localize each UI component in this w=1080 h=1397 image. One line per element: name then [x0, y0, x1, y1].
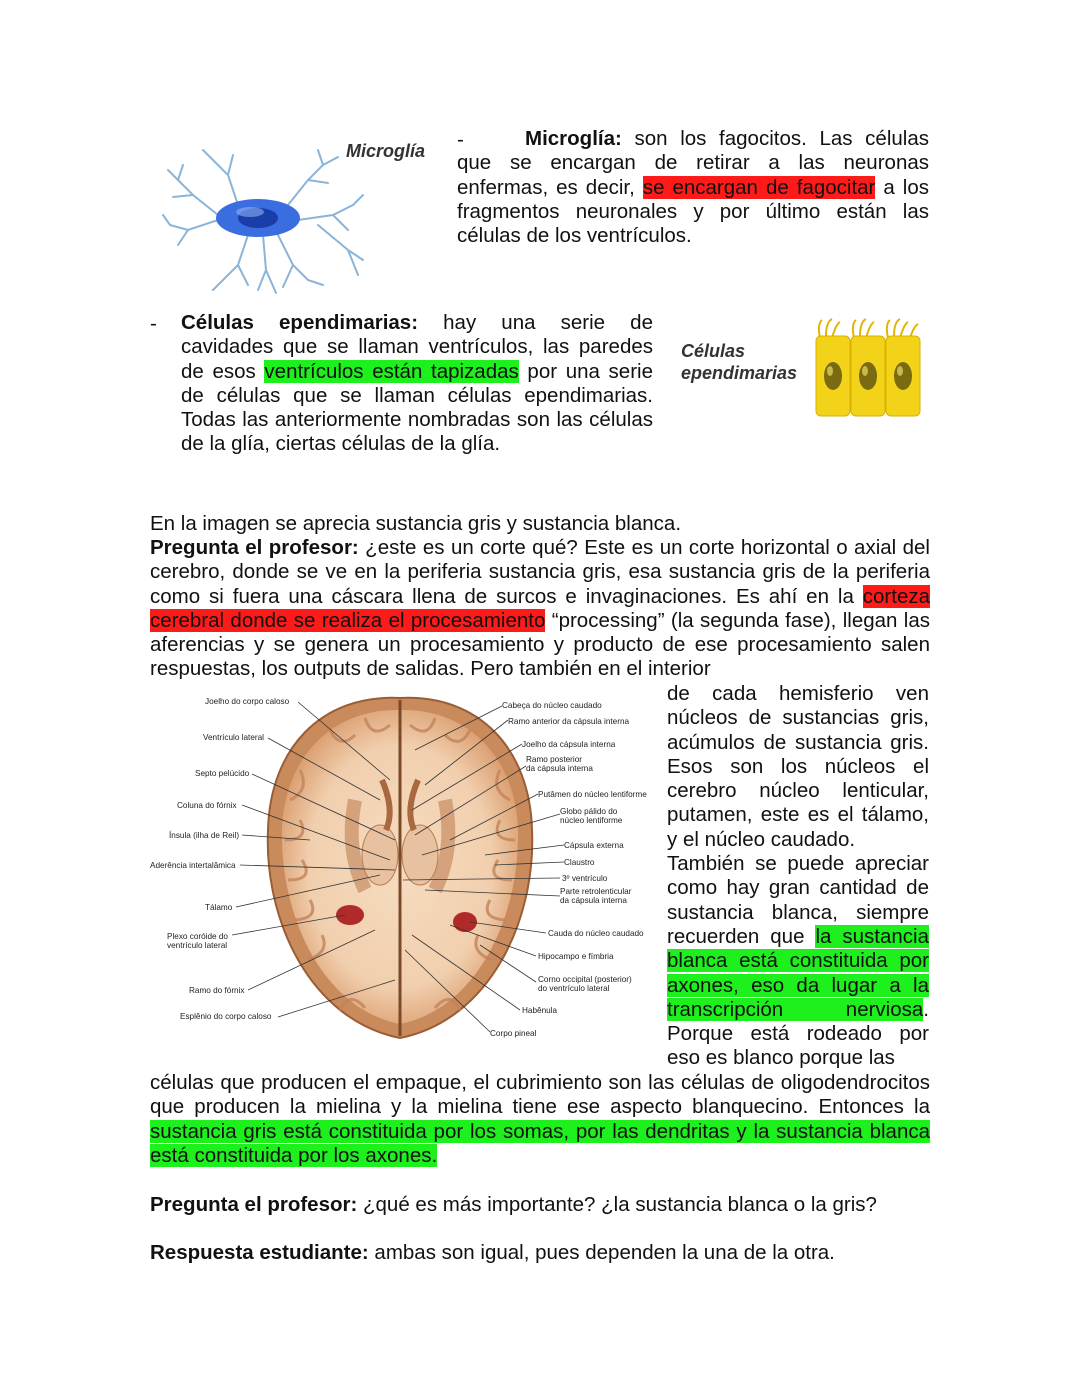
question-1-text-2: “processing” (la segunda fase), llegan las aferencias y se genera un procesamiento y producto de ese procesamiento salen respuestas, los outputs de salidas. Pero también en el interior [150, 608, 930, 681]
side-text-2: También se puede apreciar como hay gran cantidad de sustancia blanca, siempre recuerden que [667, 852, 929, 948]
brain-label: da cápsula interna [526, 764, 593, 773]
question-2-paragraph [150, 1193, 930, 1217]
brain-label: Tálamo [205, 903, 233, 912]
side-text-1: de cada hemisferio ven núcleos de sustancias gris, acúmulos de sustancia gris. Esos son los núcleos el cerebro núcleo lenticular, putamen, este es el tálamo, y el núcleo caudado. [667, 682, 929, 851]
ependimarias-highlight: ventrículos están tapizadas [264, 359, 519, 383]
brain-label: Cápsula externa [564, 841, 624, 850]
brain-label: Cauda do núcleo caudado [548, 929, 644, 938]
brain-label: 3º ventrículo [562, 874, 608, 883]
microglia-figure-label: Microglía [346, 141, 426, 161]
answer-text: ambas son igual, pues dependen la una de la otra. [368, 1241, 835, 1264]
microglia-text-1: son los fagocitos. Las células que se encargan de retirar a las neuronas enfermas, es decir, [457, 127, 929, 199]
ependimarias-paragraph [181, 311, 653, 457]
microglia-text-2: a los fragmentos neuronales y por último están las células de los ventrículos. [457, 175, 930, 248]
brain-label: Corno occipital (posterior) [538, 975, 632, 984]
side-text-3: . Porque está rodeado por eso es blanco porque las [667, 997, 929, 1070]
list-dash: - [150, 312, 157, 335]
brain-diagram [150, 690, 660, 1050]
ependimarias-text-1: hay una serie de cavidades que se llaman ventrículos, las paredes de esos [181, 311, 653, 383]
question-2-label: Pregunta el profesor: [150, 1193, 358, 1216]
continuation-text-1: células que producen el empaque, el cubrimiento son las células de oligodendrocitos que producen la mielina y la mielina tiene ese aspecto blanquecino. Entonces la [150, 1071, 930, 1119]
question-1-highlight: corteza cerebral donde se realiza el procesamiento [150, 584, 930, 632]
continuation-highlight: sustancia gris está constituida por los somas, por las dendritas y la sustancia blanca está constituida por los axones. [150, 1119, 930, 1167]
brain-label: Coluna do fórnix [177, 801, 237, 810]
brain-label: do ventrículo lateral [538, 984, 610, 993]
answer-paragraph [150, 1241, 930, 1265]
microglia-paragraph [457, 127, 929, 248]
brain-label: Aderência intertalâmica [150, 861, 236, 870]
brain-label: ventrículo lateral [167, 941, 228, 950]
ependimarias-figure [812, 316, 927, 422]
question-2-text: ¿qué es más importante? ¿la sustancia blanca o la gris? [357, 1193, 877, 1216]
microglia-term: Microglía: [525, 127, 622, 150]
brain-label: Ramo posterior [526, 755, 582, 764]
brain-label: Globo pálido do [560, 807, 618, 816]
side-text-2-block [667, 852, 929, 1071]
ependimarias-text-2: por una serie de células que se llaman células ependimarias. Todas las anteriormente nombradas son las células de la glía, ciertas células de la glía. [181, 359, 653, 456]
brain-label: Cabeça do núcleo caudado [502, 701, 602, 710]
brain-label: Corpo pineal [490, 1029, 537, 1038]
brain-label: Joelho da cápsula interna [522, 740, 616, 749]
brain-label: da cápsula interna [560, 896, 627, 905]
brain-label: Joelho do corpo caloso [205, 697, 290, 706]
continuation-paragraph [150, 1071, 930, 1168]
brain-label: Septo pelúcido [195, 769, 250, 778]
question-1-label: Pregunta el profesor: [150, 536, 359, 559]
side-text-highlight: la sustancia blanca está constituida por axones, eso da lugar a la transcripción nerviosa [667, 924, 930, 1021]
brain-label: Ventrículo lateral [203, 733, 264, 742]
brain-label: Ramo do fórnix [189, 986, 245, 995]
brain-label: Ramo anterior da cápsula interna [508, 717, 630, 726]
ependimarias-figure-label [681, 340, 797, 384]
brain-label: Parte retrolenticular [560, 887, 632, 896]
list-dash: - [457, 128, 464, 151]
ependymal-cells-illustration [812, 316, 927, 422]
question-1-text-1: ¿este es un corte qué? Este es un corte horizontal o axial del cerebro, donde se ve en la periferia sustancia gris, esa sustancia gris de la periferia como si fuera una cáscara llena de surcos e invaginaciones. Es ahí en la [150, 536, 930, 608]
brain-label: Plexo coróide do [167, 932, 228, 941]
ependimarias-term: Células ependimarias: [181, 311, 419, 334]
question-1-paragraph [150, 536, 930, 682]
brain-label: Habênula [522, 1006, 558, 1015]
brain-label: núcleo lentiforme [560, 816, 623, 825]
microglia-highlight: se encargan de fagocitar [642, 175, 876, 199]
brain-label: Ínsula (ilha de Reil) [169, 831, 240, 840]
answer-label: Respuesta estudiante: [150, 1241, 369, 1264]
brain-label: Putâmen do núcleo lentiforme [538, 790, 647, 799]
side-column-paragraph [667, 682, 929, 1071]
ependimarias-label-line-2: ependimarias [681, 363, 798, 383]
brain-axial-section-figure [150, 690, 660, 1050]
ependimarias-label-line-1: Células [681, 341, 746, 361]
brain-label: Esplênio do corpo caloso [180, 1012, 272, 1021]
brain-label: Claustro [564, 858, 595, 867]
intro-line: En la imagen se aprecia sustancia gris y sustancia blanca. [150, 512, 682, 535]
brain-label: Hipocampo e fímbria [538, 952, 614, 961]
